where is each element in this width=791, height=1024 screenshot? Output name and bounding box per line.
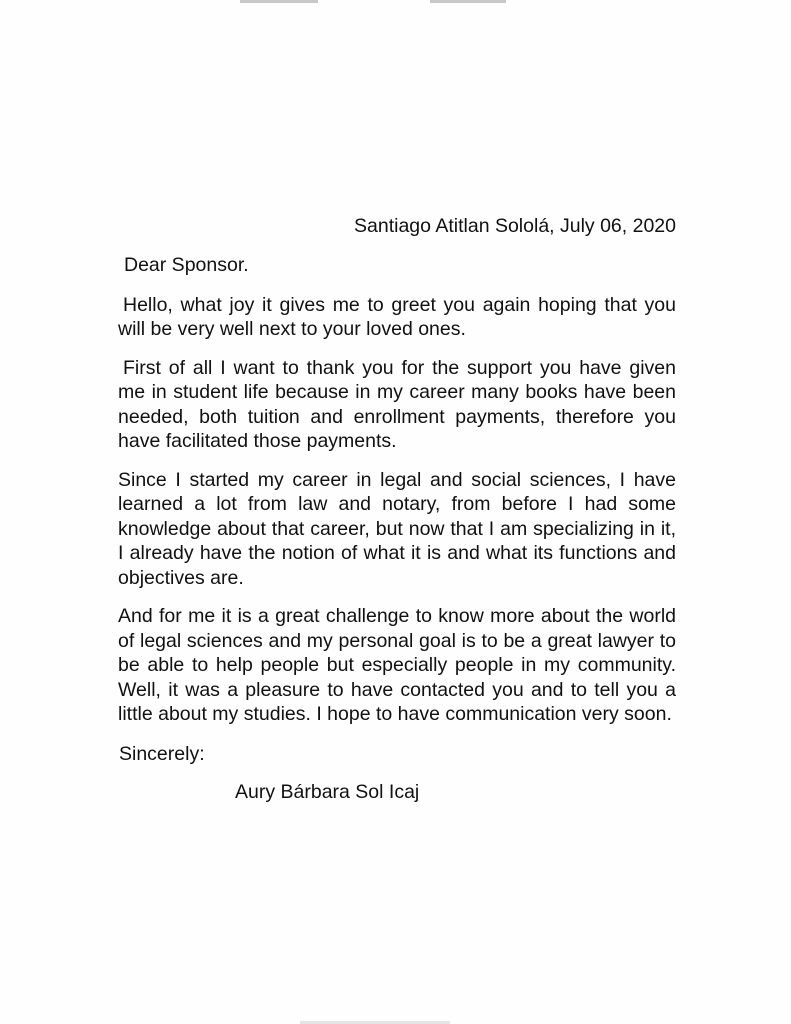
- paragraph-thanks: First of all I want to thank you for the support you have given me in student life because in my career many books have been needed, both tuition and enrollment payments, therefore you have facilitated those payments.: [118, 356, 676, 452]
- paragraph-goals: And for me it is a great challenge to know more about the world of legal sciences and my personal goal is to be a great lawyer to be able to help people but especially people in my community. Well, it was a pleasure to have contacted you and to tell you a little about my studies. I hope to have communication very soon.: [118, 605, 676, 725]
- letter-body: [118, 211, 676, 805]
- paragraph-greeting: Hello, what joy it gives me to greet you again hoping that you will be very well next to your loved ones.: [118, 293, 676, 340]
- salutation: Dear Sponsor.: [124, 254, 249, 276]
- scan-edge-mark: [430, 0, 506, 3]
- signature-name: Aury Bárbara Sol Icaj: [235, 781, 420, 803]
- place-date: Santiago Atitlan Sololá, July 06, 2020: [354, 215, 676, 237]
- closing: Sincerely:: [119, 742, 205, 765]
- paragraph-career: Since I started my career in legal and social sciences, I have learned a lot from law and notary, from before I had some knowledge about that career, but now that I am specializing in it, I already have the notion of what it is and what its functions and objectives are.: [118, 468, 676, 589]
- scan-edge-mark: [240, 0, 318, 3]
